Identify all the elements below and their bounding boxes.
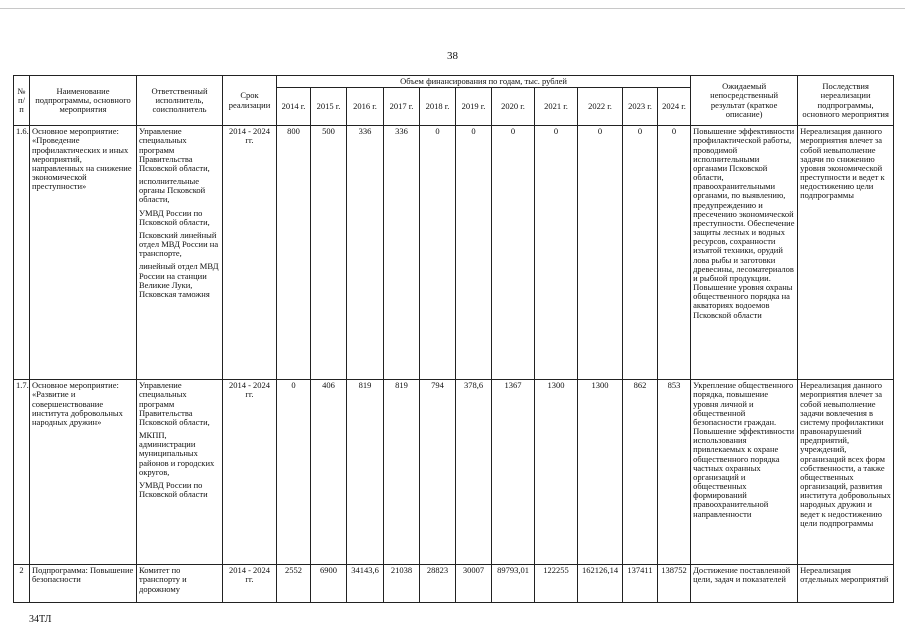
header-year: 2014 г. (277, 88, 311, 126)
executor-entry: линейный отдел МВД России на станции Великие Луки, Псковская таможня (139, 261, 219, 299)
value-cell: 819 (384, 380, 420, 565)
header-num: № п/п (14, 76, 30, 126)
row-term: 2014 - 2024 гг. (223, 380, 277, 565)
value-cell: 89793,01 (492, 565, 535, 603)
value-cell: 1300 (578, 380, 623, 565)
header-year: 2022 г. (578, 88, 623, 126)
value-cell: 406 (311, 380, 347, 565)
row-name: Подпрограмма: Повышение безопасности (30, 565, 137, 603)
row-result: Повышение эффективности профилактической работы, проводимой исполнительными органами Псковской области, правоохранительными органами, по выявлению, предупреждению и пресечению экономической преступности. Обеспечение защиты лесных и водных ресурсов, сохранности изъятой техники, орудий лова рыбы и заготовки древесины, лесоматериалов и рыбной продукции. Повышение уровня охраны общественного порядка на акваториях водоемов Псковской области (691, 126, 798, 380)
financing-table (13, 75, 894, 603)
header-year: 2021 г. (535, 88, 578, 126)
row-executors (137, 126, 223, 380)
value-cell: 0 (623, 126, 658, 380)
header-name: Наименование подпрограммы, основного мероприятия (30, 76, 137, 126)
row-term: 2014 - 2024 гг. (223, 565, 277, 603)
row-consequences: Нереализация данного мероприятия влечет за собой невыполнение задачи по снижению уровня экономической преступности и ведет к недостижению цели подпрограммы (798, 126, 894, 380)
page-top-edge (0, 8, 905, 9)
value-cell: 862 (623, 380, 658, 565)
value-cell: 0 (658, 126, 691, 380)
header-year: 2017 г. (384, 88, 420, 126)
row-name: Основное мероприятие: «Проведение профилактических и иных мероприятий, направленных на снижение экономической преступности» (30, 126, 137, 380)
value-cell: 378,6 (456, 380, 492, 565)
footer-stamp: 34ТЛ (29, 614, 52, 625)
value-cell: 0 (420, 126, 456, 380)
executor-entry: МКПП, администрации муниципальных районов и городских округов, (139, 430, 215, 477)
value-cell: 137411 (623, 565, 658, 603)
table-row (14, 380, 894, 565)
executor-entry: УМВД России по Псковской области (139, 479, 208, 500)
value-cell: 1367 (492, 380, 535, 565)
row-result: Достижение поставленной цели, задач и показателей (691, 565, 798, 603)
value-cell: 800 (277, 126, 311, 380)
executor-entry: Управление специальных программ Правительства Псковской области, (139, 380, 210, 427)
value-cell: 0 (277, 380, 311, 565)
value-cell: 336 (384, 126, 420, 380)
value-cell: 336 (347, 126, 384, 380)
header-year: 2015 г. (311, 88, 347, 126)
row-num: 2 (14, 565, 30, 603)
row-executors (137, 565, 223, 603)
value-cell: 28823 (420, 565, 456, 603)
value-cell: 500 (311, 126, 347, 380)
value-cell: 0 (578, 126, 623, 380)
header-consequences: Последствия нереализации подпрограммы, основного мероприятия (798, 76, 894, 126)
executor-entry: Псковский линейный отдел МВД России на транспорте, (139, 229, 219, 259)
header-year: 2018 г. (420, 88, 456, 126)
value-cell: 21038 (384, 565, 420, 603)
row-consequences: Нереализация отдельных мероприятий (798, 565, 894, 603)
row-executors (137, 380, 223, 565)
value-cell: 162126,14 (578, 565, 623, 603)
value-cell: 2552 (277, 565, 311, 603)
row-result: Укрепление общественного порядка, повышение уровня личной и общественной безопасности граждан. Повышение эффективности использования привлекаемых к охране общественного порядка частных охранных организаций и общественных формирований правоохранительной направленности (691, 380, 798, 565)
executor-entry: УМВД России по Псковской области, (139, 207, 210, 227)
row-num: 1.6. (14, 126, 30, 380)
header-financing: Объем финансирования по годам, тыс. рублей (277, 76, 691, 88)
value-cell: 6900 (311, 565, 347, 603)
header-year: 2024 г. (658, 88, 691, 126)
value-cell: 122255 (535, 565, 578, 603)
value-cell: 0 (456, 126, 492, 380)
header-result: Ожидаемый непосредственный результат (краткое описание) (691, 76, 798, 126)
value-cell: 794 (420, 380, 456, 565)
row-consequences: Нереализация данного мероприятия влечет за собой невыполнение задачи вовлечения в систему профилактики правонарушений предприятий, учреждений, организаций всех форм собственности, а также общественных организаций, развития института добровольных народных дружин и ведет к недостижению цели подпрограммы (798, 380, 894, 565)
row-term: 2014 - 2024 гг. (223, 126, 277, 380)
header-executor: Ответственный исполнитель, соисполнитель (137, 76, 223, 126)
header-term: Срок реализации (223, 76, 277, 126)
header-year: 2019 г. (456, 88, 492, 126)
header-year: 2016 г. (347, 88, 384, 126)
executor-entry: Управление специальных программ Правительства Псковской области, (139, 126, 210, 173)
value-cell: 853 (658, 380, 691, 565)
value-cell: 138752 (658, 565, 691, 603)
header-year: 2023 г. (623, 88, 658, 126)
table-row (14, 565, 894, 603)
row-num: 1.7. (14, 380, 30, 565)
executor-entry: исполнительные органы Псковской области, (139, 176, 206, 205)
header-year: 2020 г. (492, 88, 535, 126)
table-row (14, 126, 894, 380)
executor-entry: Комитет по транспорту и дорожному (139, 565, 187, 594)
value-cell: 34143,6 (347, 565, 384, 603)
value-cell: 0 (492, 126, 535, 380)
value-cell: 819 (347, 380, 384, 565)
value-cell: 0 (535, 126, 578, 380)
value-cell: 30007 (456, 565, 492, 603)
page-number: 38 (447, 50, 458, 62)
value-cell: 1300 (535, 380, 578, 565)
row-name: Основное мероприятие: «Развитие и совершенствование института добровольных народных дружин» (30, 380, 137, 565)
